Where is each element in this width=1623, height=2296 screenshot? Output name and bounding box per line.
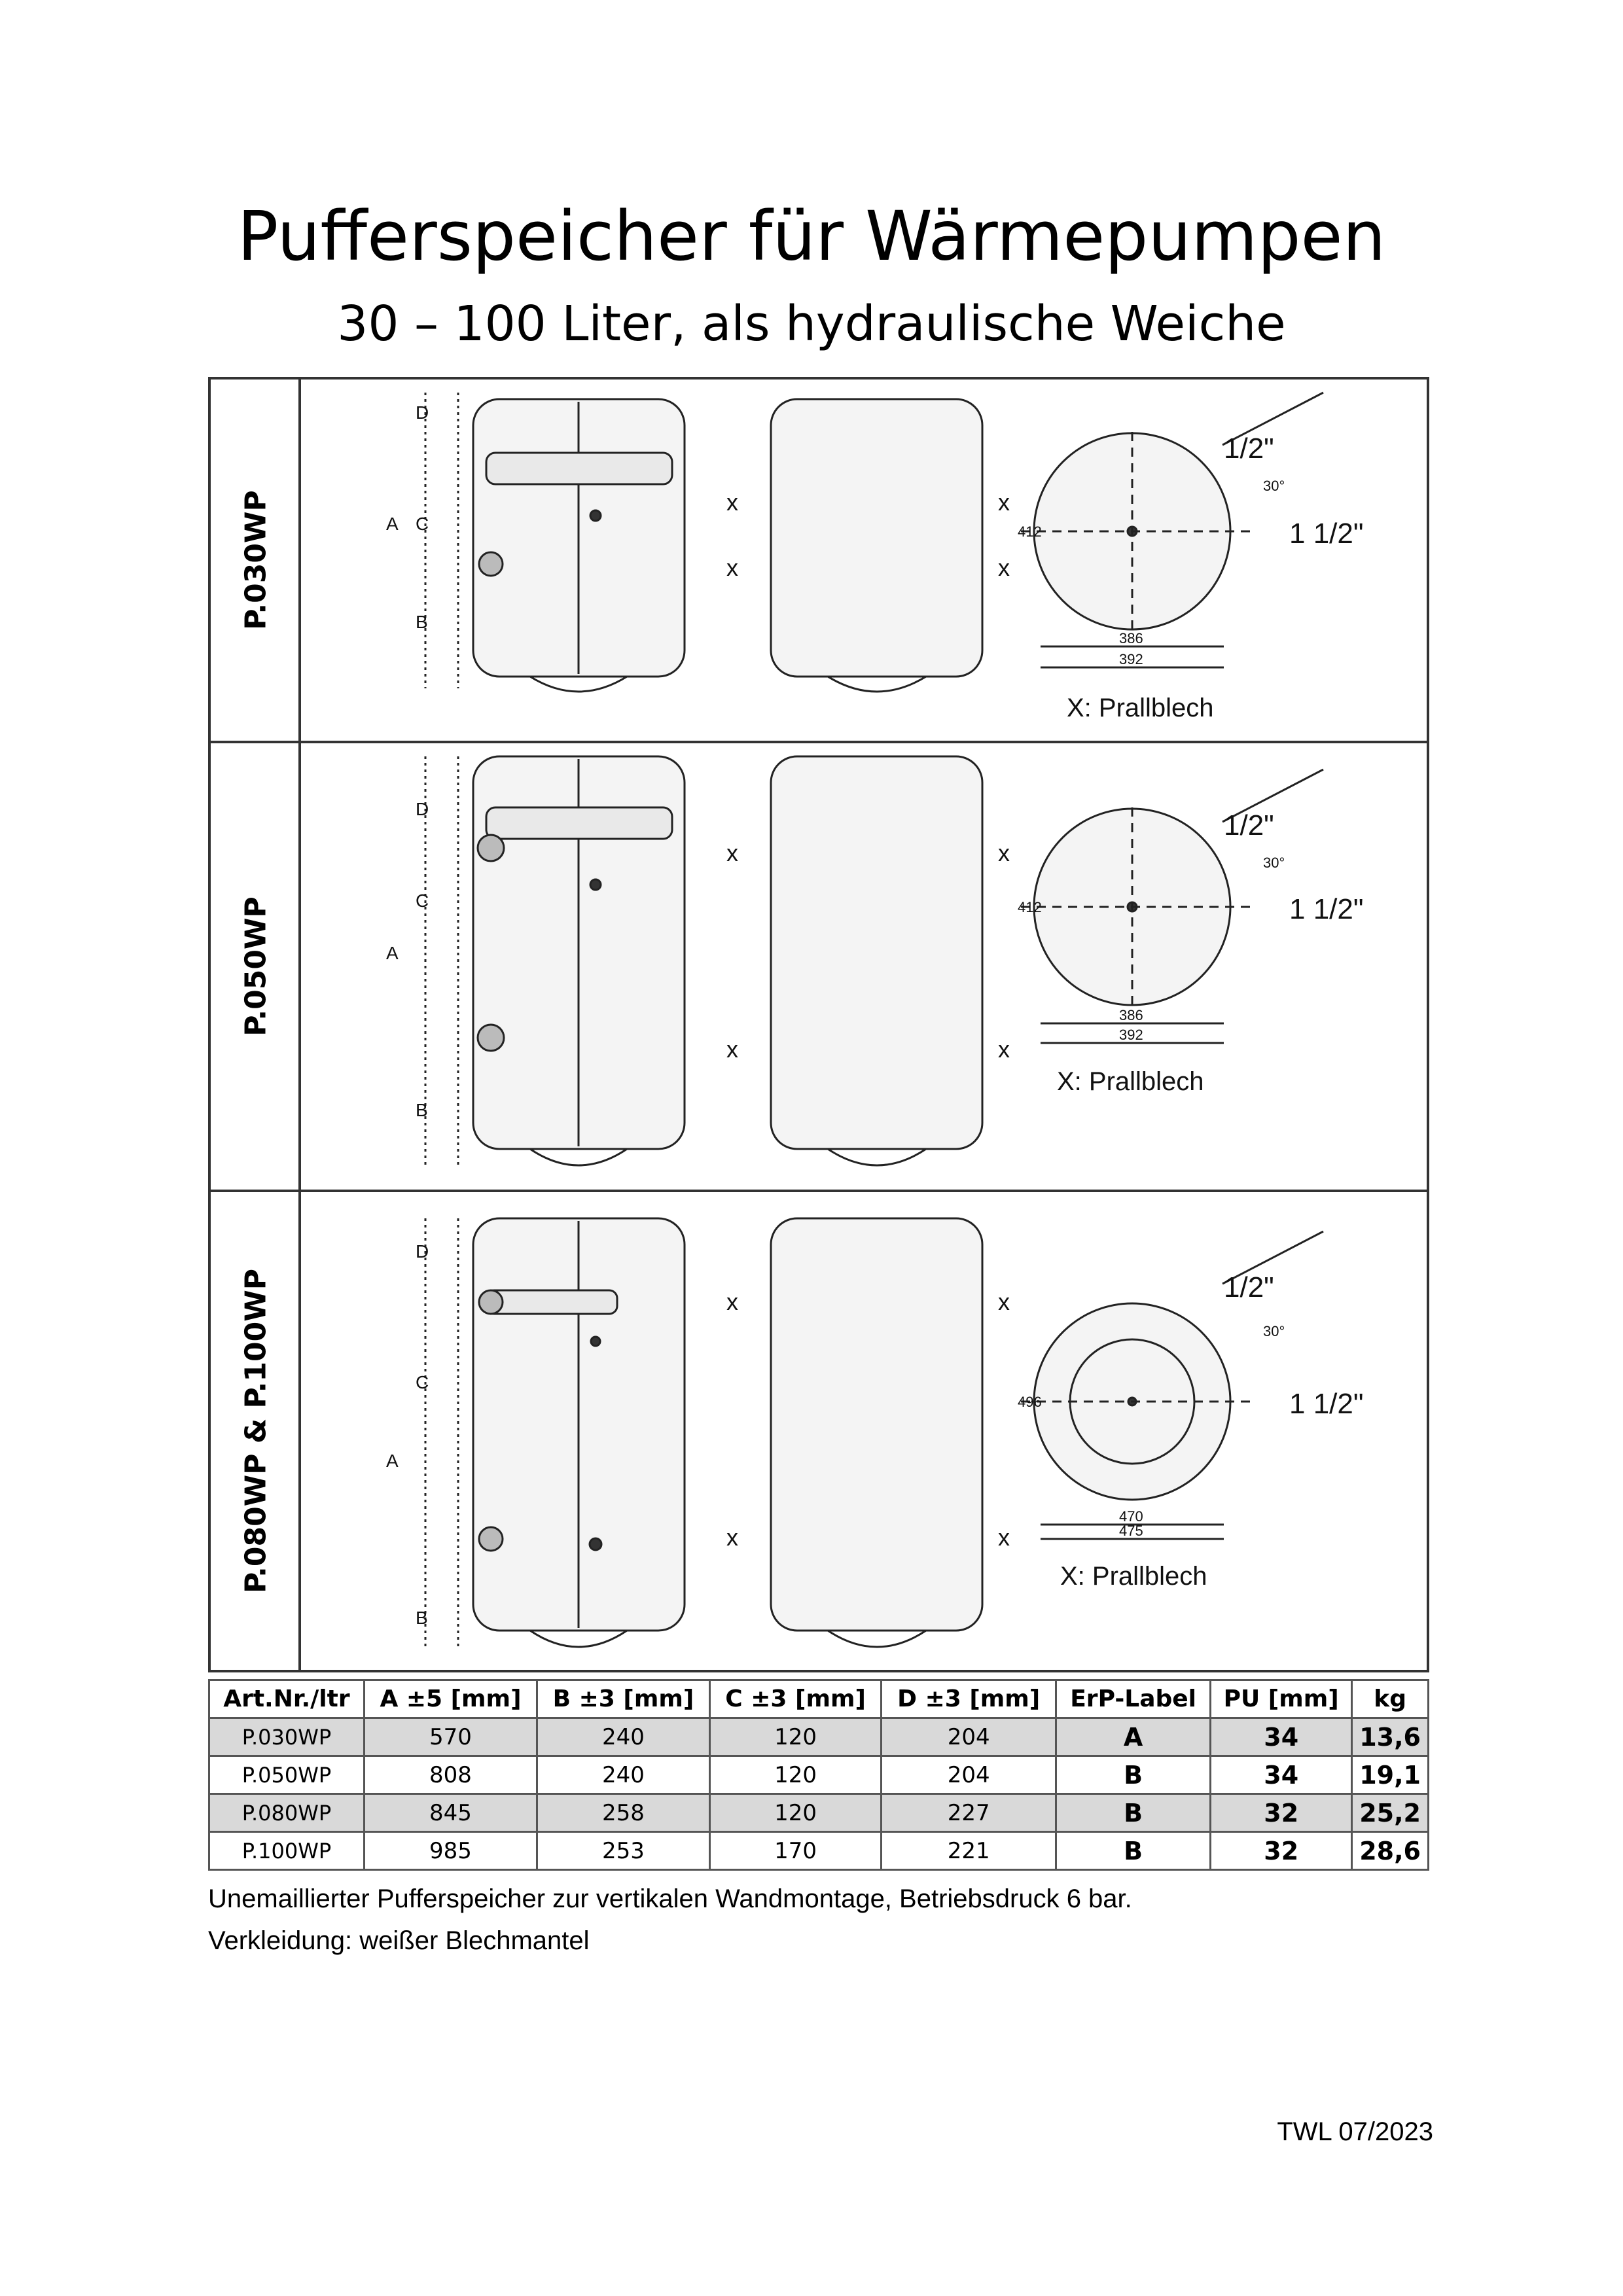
cell: 25,2 [1352,1794,1429,1832]
page-title: Pufferspeicher für Wärmepumpen [237,196,1386,276]
tank-drawing [301,380,1427,741]
angle: 30° [1263,478,1285,494]
cell: 204 [882,1718,1056,1756]
baffle-x-1: x [726,1288,738,1315]
cell: 240 [537,1756,710,1794]
width-outer: 392 [1119,1027,1143,1043]
cell: P.100WP [209,1832,365,1870]
col-header: PU [mm] [1211,1680,1352,1718]
cell: B [1056,1756,1211,1794]
baffle-x-4: x [998,554,1010,581]
model-label-cell [211,743,301,1190]
angle: 30° [1263,855,1285,871]
col-header: B ±3 [mm] [537,1680,710,1718]
baffle-x-1: x [726,489,738,516]
height-dim: 412 [1018,523,1042,540]
cell: 258 [537,1794,710,1832]
model-label-cell [211,380,301,741]
document-footer: TWL 07/2023 [1277,2117,1433,2146]
baffle-x-2: x [726,1036,738,1063]
drawing-panel-p080wp-p100wp [211,1192,1427,1670]
angle: 30° [1263,1323,1285,1339]
table-row [209,1832,1429,1870]
legend: X: Prallblech [1067,694,1214,722]
tank-drawing [301,743,1427,1190]
legend: X: Prallblech [1057,1067,1204,1096]
dim-c: C [416,891,429,911]
col-header: D ±3 [mm] [882,1680,1056,1718]
dim-c: C [416,514,429,534]
dim-a: A [386,1451,399,1471]
width-inner: 470 [1119,1508,1143,1525]
col-header: Art.Nr./ltr [209,1680,365,1718]
table-row [209,1756,1429,1794]
cell: 204 [882,1756,1056,1794]
model-label: P.030WP [239,490,273,630]
cell: 32 [1211,1794,1352,1832]
col-header: C ±3 [mm] [709,1680,882,1718]
cell: 13,6 [1352,1718,1429,1756]
baffle-x-1: x [726,839,738,866]
dim-a: A [386,514,399,534]
cell: B [1056,1794,1211,1832]
drawing-panel-p030wp [211,380,1427,743]
legend: X: Prallblech [1060,1562,1207,1591]
height-dim: 496 [1018,1394,1042,1410]
dim-d: D [416,402,429,423]
cell: P.080WP [209,1794,365,1832]
baffle-x-3: x [998,1288,1010,1315]
table-header-row [209,1680,1429,1718]
width-inner: 386 [1119,1007,1143,1023]
dim-b: B [416,1608,428,1628]
table-row [209,1794,1429,1832]
cell: 120 [709,1718,882,1756]
cell: 120 [709,1794,882,1832]
tank-drawing [301,1192,1427,1667]
cladding-note: Verkleidung: weißer Blechmantel [208,1926,590,1955]
cell: 227 [882,1794,1056,1832]
cell: 221 [882,1832,1056,1870]
dim-b: B [416,1100,428,1120]
dim-b: B [416,612,428,632]
cell: 240 [537,1718,710,1756]
cell: 32 [1211,1832,1352,1870]
cell: 34 [1211,1756,1352,1794]
dim-c: C [416,1372,429,1392]
table-row [209,1718,1429,1756]
model-label: P.080WP & P.100WP [239,1268,273,1594]
thread-large: 1 1/2" [1289,518,1364,550]
spec-table [208,1679,1429,1871]
dim-a: A [386,943,399,963]
cell: 253 [537,1832,710,1870]
baffle-x-4: x [998,1036,1010,1063]
cell: P.030WP [209,1718,365,1756]
width-outer: 392 [1119,651,1143,667]
cell: 19,1 [1352,1756,1429,1794]
col-header: A ±5 [mm] [364,1680,537,1718]
cell: 845 [364,1794,537,1832]
col-header: kg [1352,1680,1429,1718]
thread-small: 1/2" [1224,433,1274,465]
baffle-x-3: x [998,489,1010,516]
model-label: P.050WP [239,896,273,1036]
cell: 985 [364,1832,537,1870]
height-dim: 412 [1018,899,1042,915]
cell: 28,6 [1352,1832,1429,1870]
page-subtitle: 30 – 100 Liter, als hydraulische Weiche [337,296,1286,352]
technical-drawings [208,377,1429,1672]
dim-d: D [416,1241,429,1262]
thread-small: 1/2" [1224,809,1274,841]
baffle-x-2: x [726,1524,738,1551]
cell: 34 [1211,1718,1352,1756]
width-inner: 386 [1119,630,1143,646]
cell: 570 [364,1718,537,1756]
dim-d: D [416,799,429,819]
thread-small: 1/2" [1224,1271,1274,1303]
drawing-panel-p050wp [211,743,1427,1192]
baffle-x-3: x [998,839,1010,866]
cell: 808 [364,1756,537,1794]
cell: P.050WP [209,1756,365,1794]
col-header: ErP-Label [1056,1680,1211,1718]
width-outer: 475 [1119,1523,1143,1539]
cell: B [1056,1832,1211,1870]
cell: 120 [709,1756,882,1794]
baffle-x-4: x [998,1524,1010,1551]
description-note: Unemaillierter Pufferspeicher zur vertikalen Wandmontage, Betriebsdruck 6 bar. [208,1884,1132,1913]
thread-large: 1 1/2" [1289,1388,1364,1420]
cell: A [1056,1718,1211,1756]
thread-large: 1 1/2" [1289,893,1364,925]
model-label-cell [211,1192,301,1670]
baffle-x-2: x [726,554,738,581]
cell: 170 [709,1832,882,1870]
